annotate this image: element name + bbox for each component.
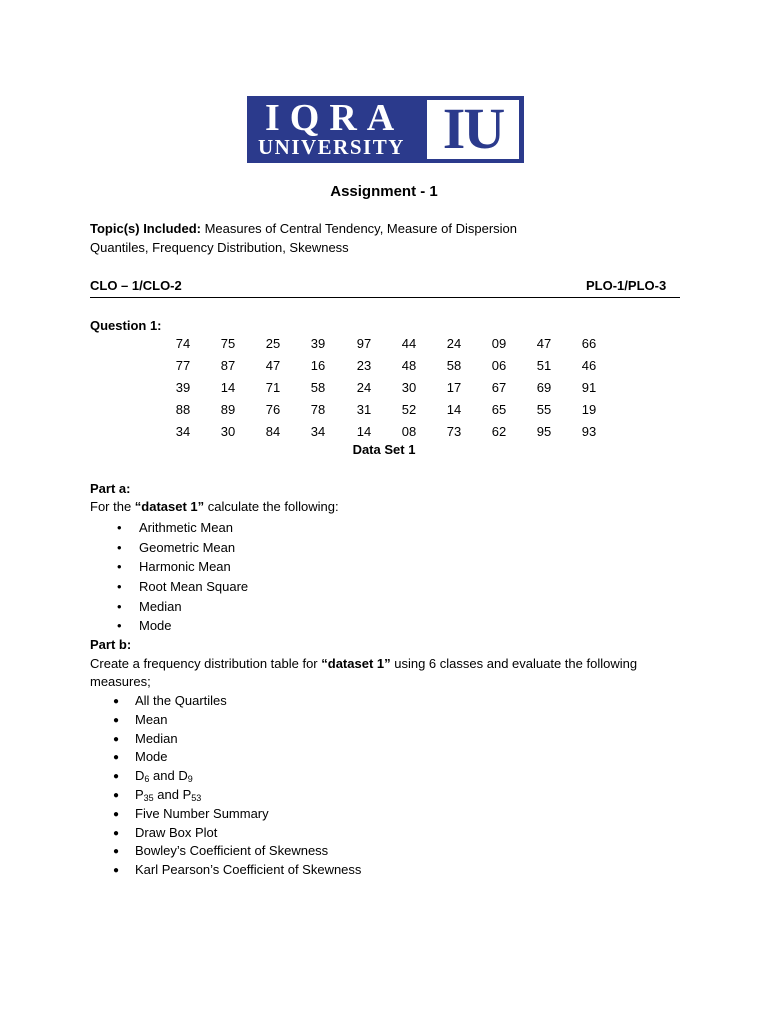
- dataset-cell: 47: [265, 358, 281, 373]
- dataset-cell: 31: [356, 402, 372, 417]
- part-a-item-text: Root Mean Square: [139, 579, 249, 595]
- dataset-cell: 19: [581, 402, 597, 417]
- part-b-intro: [90, 655, 637, 673]
- dataset-cell: 30: [220, 424, 236, 439]
- part-a-item: [117, 539, 248, 559]
- bullet-icon: •: [117, 539, 122, 555]
- dataset-cell: 58: [310, 380, 326, 395]
- part-a-intro-bold: “dataset 1”: [134, 499, 205, 514]
- bullet-icon: ●: [113, 752, 120, 764]
- dataset-cell: 76: [265, 402, 281, 417]
- part-b-label: Part b:: [90, 637, 132, 652]
- part-a-item: [117, 617, 248, 637]
- bullet-icon: •: [117, 598, 122, 614]
- bullet-icon: ●: [113, 865, 120, 877]
- plo-label: PLO-1/PLO-3: [586, 278, 667, 293]
- part-b-item: [113, 730, 361, 749]
- bullet-icon: •: [117, 618, 122, 634]
- dataset-cell: 24: [446, 336, 462, 351]
- dataset-cell: 75: [220, 336, 236, 351]
- dataset-cell: 39: [175, 380, 191, 395]
- part-b-item: [113, 711, 361, 730]
- part-b-item-text: Mode: [135, 749, 168, 765]
- part-b-item-a-sub: 35: [143, 792, 154, 803]
- dataset-cell: 24: [356, 380, 372, 395]
- dataset-cell: 51: [536, 358, 552, 373]
- dataset-cell: 14: [446, 402, 462, 417]
- dataset-cell: 14: [356, 424, 372, 439]
- logo-mark-iu: IU: [442, 96, 504, 161]
- part-b-item-a-sub: 6: [144, 774, 150, 785]
- dataset-cell: 66: [581, 336, 597, 351]
- part-b-item-text: Draw Box Plot: [135, 824, 218, 840]
- part-b-item-text: Bowley’s Coefficient of Skewness: [135, 843, 329, 859]
- part-b-intro-post: using 6 classes and evaluate the following: [390, 656, 638, 671]
- part-b-item: [113, 786, 361, 805]
- part-b-list: [113, 692, 362, 880]
- dataset-cell: 69: [536, 380, 552, 395]
- dataset-cell: 34: [310, 424, 326, 439]
- dataset-cell: 48: [401, 358, 417, 373]
- bullet-icon: ●: [113, 789, 120, 801]
- dataset-cell: 65: [491, 402, 507, 417]
- part-a-intro-pre: For the: [90, 499, 135, 514]
- dataset-cell: 25: [265, 336, 281, 351]
- header-divider: [90, 297, 680, 298]
- bullet-icon: ●: [113, 696, 120, 707]
- part-b-item-text: Karl Pearson’s Coefficient of Skewness: [135, 862, 362, 878]
- dataset-cell: 09: [491, 336, 507, 351]
- part-a-item: [117, 578, 249, 598]
- bullet-icon: •: [117, 579, 122, 595]
- bullet-icon: ●: [113, 714, 120, 726]
- question-label: Question 1:: [90, 318, 162, 333]
- dataset-cell: 46: [581, 358, 597, 373]
- bullet-icon: •: [117, 520, 122, 535]
- dataset-cell: 91: [581, 380, 597, 395]
- part-b-item-b-sub: 53: [191, 792, 202, 803]
- dataset-cell: 77: [175, 358, 191, 373]
- dataset-cell: 23: [356, 358, 372, 373]
- logo-mark-box: [427, 96, 519, 161]
- dataset-cell: 08: [401, 424, 417, 439]
- part-b-item-text: All the Quartiles: [135, 693, 227, 708]
- page-title: Assignment - 1: [330, 183, 438, 200]
- dataset-cell: 06: [491, 358, 507, 373]
- dataset-cell: 55: [536, 402, 552, 417]
- dataset-cell: 34: [175, 424, 191, 439]
- bullet-icon: ●: [113, 846, 120, 858]
- logo-text-iqra: IQRA: [265, 97, 405, 139]
- bullet-icon: ●: [113, 808, 120, 820]
- university-logo: [247, 96, 524, 163]
- part-b-item-a: D: [135, 768, 145, 784]
- part-a-label: Part a:: [90, 481, 131, 496]
- part-b-item: [113, 692, 361, 711]
- topics-label: Topic(s) Included:: [90, 221, 201, 236]
- dataset-cell: 71: [265, 380, 281, 395]
- part-a-item-text: Mode: [139, 618, 172, 634]
- part-b-intro-bold: “dataset 1”: [321, 656, 391, 671]
- part-a-item-text: Median: [139, 598, 182, 614]
- part-b-intro-pre: Create a frequency distribution table for: [90, 656, 322, 671]
- dataset-cell: 84: [265, 424, 281, 439]
- part-b-item: [113, 861, 362, 880]
- part-b-item-mid: and D: [149, 768, 188, 784]
- dataset-cell: 62: [491, 424, 507, 439]
- clo-label: CLO – 1/CLO-2: [90, 278, 182, 293]
- part-a-intro: [90, 498, 339, 516]
- topics-text-1: Measures of Central Tendency, Measure of Dispersion: [200, 221, 517, 236]
- dataset-cell: 39: [310, 336, 326, 351]
- part-a-list: [117, 519, 249, 637]
- topics-line-2: Quantiles, Frequency Distribution, Skewness: [90, 240, 349, 255]
- dataset-cell: 52: [401, 402, 417, 417]
- dataset-cell: 14: [220, 380, 236, 395]
- part-b-item-text: Five Number Summary: [135, 805, 269, 821]
- bullet-icon: ●: [113, 733, 120, 745]
- part-a-item: [117, 598, 248, 618]
- dataset-cell: 93: [581, 424, 597, 439]
- dataset-cell: 67: [491, 380, 507, 395]
- part-b-item-a: P: [135, 786, 144, 802]
- bullet-icon: ●: [113, 771, 120, 783]
- bullet-icon: ●: [113, 827, 120, 839]
- dataset-cell: 97: [356, 336, 372, 351]
- part-b-item: [113, 805, 361, 824]
- dataset-cell: 58: [446, 358, 462, 373]
- part-a-intro-post: calculate the following:: [204, 499, 339, 514]
- dataset-cell: 44: [401, 336, 417, 351]
- part-b-item: [113, 842, 361, 861]
- dataset-cell: 47: [536, 336, 552, 351]
- dataset-cell: 16: [310, 358, 326, 373]
- dataset-cell: 95: [536, 424, 552, 439]
- dataset-caption: Data Set 1: [352, 442, 416, 457]
- part-a-item-text: Harmonic Mean: [139, 559, 231, 575]
- part-b-item: [113, 748, 361, 767]
- part-a-item-text: Arithmetic Mean: [139, 520, 233, 535]
- part-b-item-text: Mean: [135, 711, 168, 727]
- part-b-item-b-sub: 9: [187, 774, 193, 785]
- part-b-item-text: Median: [135, 730, 178, 746]
- part-b-item: [113, 824, 361, 843]
- part-b-intro-line2: measures;: [90, 674, 151, 689]
- topics-line-1: [90, 220, 517, 238]
- part-b-item-mid: and P: [153, 786, 192, 802]
- bullet-icon: •: [117, 559, 122, 575]
- part-a-item: [117, 519, 248, 539]
- part-a-item: [117, 558, 248, 578]
- part-a-item-text: Geometric Mean: [139, 539, 236, 555]
- dataset-cell: 89: [220, 402, 236, 417]
- dataset-cell: 74: [175, 336, 191, 351]
- part-b-item: [113, 767, 361, 786]
- dataset-cell: 78: [310, 402, 326, 417]
- dataset-cell: 17: [446, 380, 462, 395]
- dataset-cell: 30: [401, 380, 417, 395]
- dataset-cell: 87: [220, 358, 236, 373]
- logo-text-university: UNIVERSITY: [258, 135, 405, 159]
- dataset-cell: 73: [446, 424, 462, 439]
- dataset-cell: 88: [175, 402, 191, 417]
